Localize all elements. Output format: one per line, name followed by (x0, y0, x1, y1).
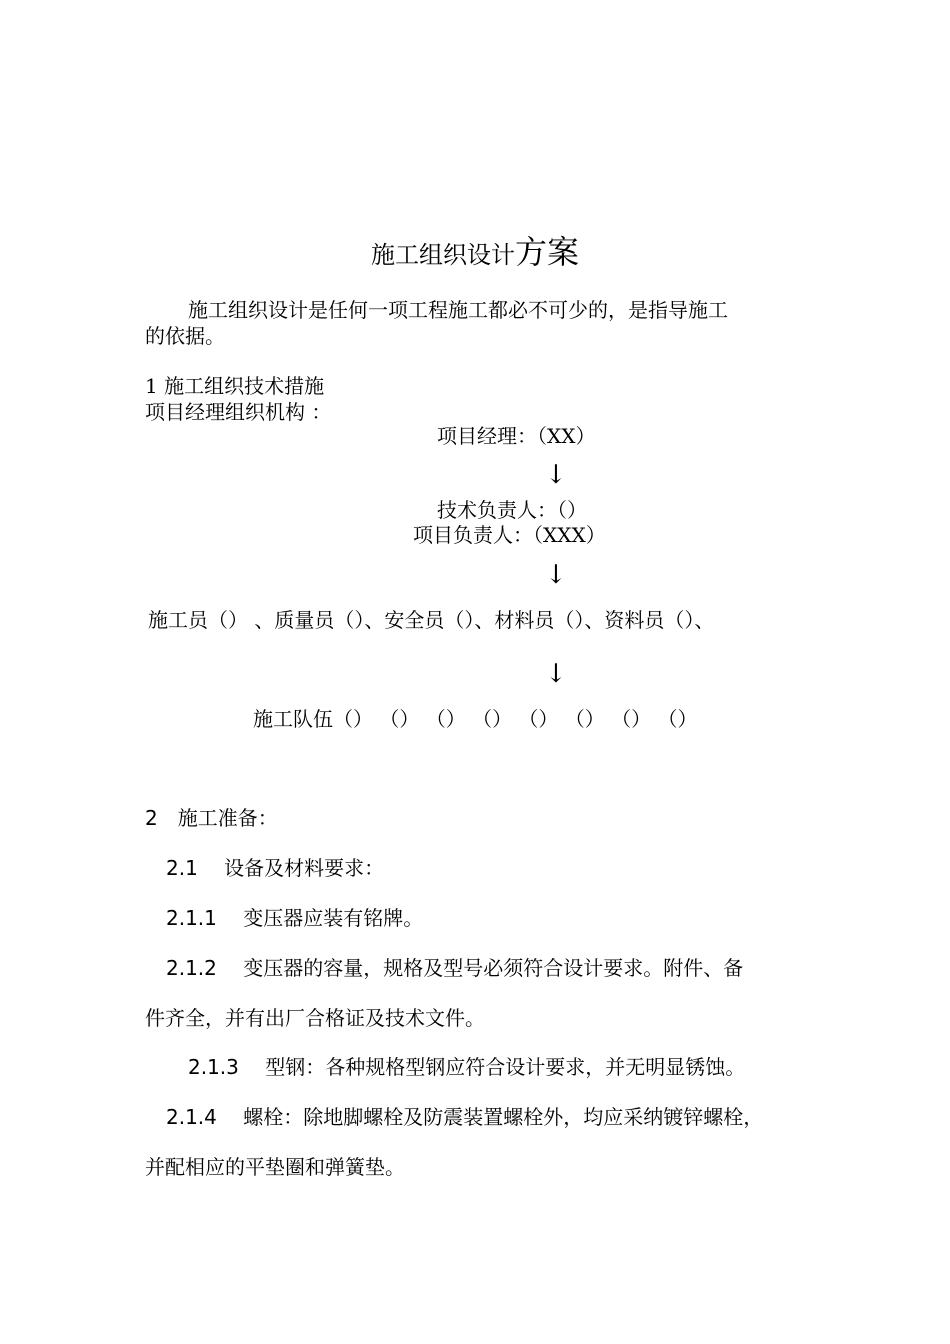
item-2-1-2-line2: 件齐全，并有出厂合格证及技术文件。 (145, 1006, 485, 1030)
item-2-1-4-line1: 2.1.4 螺栓：除地脚螺栓及防震装置螺栓外，均应采纳镀锌螺栓， (166, 1105, 764, 1129)
org-project-manager: 项目经理：（XX） (437, 424, 596, 448)
org-project-lead: 项目负责人：（XXX） (413, 523, 606, 547)
item-2-1-3: 2.1.3 型钢：各种规格型钢应符合设计要求，并无明显锈蚀。 (188, 1055, 746, 1079)
section2-1-heading: 2.1 设备及材料要求： (166, 856, 385, 880)
org-staff-roles: 施工员（） 、质量员（）、安全员（）、材料员（）、资料员（）、 (148, 608, 715, 632)
section2-heading: 2 施工准备： (145, 806, 278, 830)
item-2-1-4-line2: 并配相应的平垫圈和弹簧垫。 (145, 1155, 405, 1179)
org-tech-lead: 技术负责人：（） (437, 498, 587, 522)
intro-paragraph-line1: 施工组织设计是任何一项工程施工都必不可少的，是指导施工 (188, 298, 728, 322)
down-arrow-icon: ↓ (545, 460, 567, 490)
intro-paragraph-line2: 的依据。 (145, 324, 225, 348)
title-tail: 方案 (514, 233, 579, 271)
title-main: 施工组织设计 (370, 241, 515, 269)
down-arrow-icon: ↓ (545, 560, 567, 590)
item-2-1-1: 2.1.1 变压器应装有铭牌。 (166, 906, 424, 930)
document-title (0, 233, 950, 271)
org-construction-teams: 施工队伍（） （） （） （） （） （） （） （） (253, 707, 698, 731)
item-2-1-2-line1: 2.1.2 变压器的容量，规格及型号必须符合设计要求。附件、备 (166, 956, 744, 980)
down-arrow-icon: ↓ (545, 659, 567, 689)
org-structure-label: 项目经理组织机构 ： (145, 400, 332, 424)
section1-heading: 1 施工组织技术措施 (145, 374, 325, 398)
